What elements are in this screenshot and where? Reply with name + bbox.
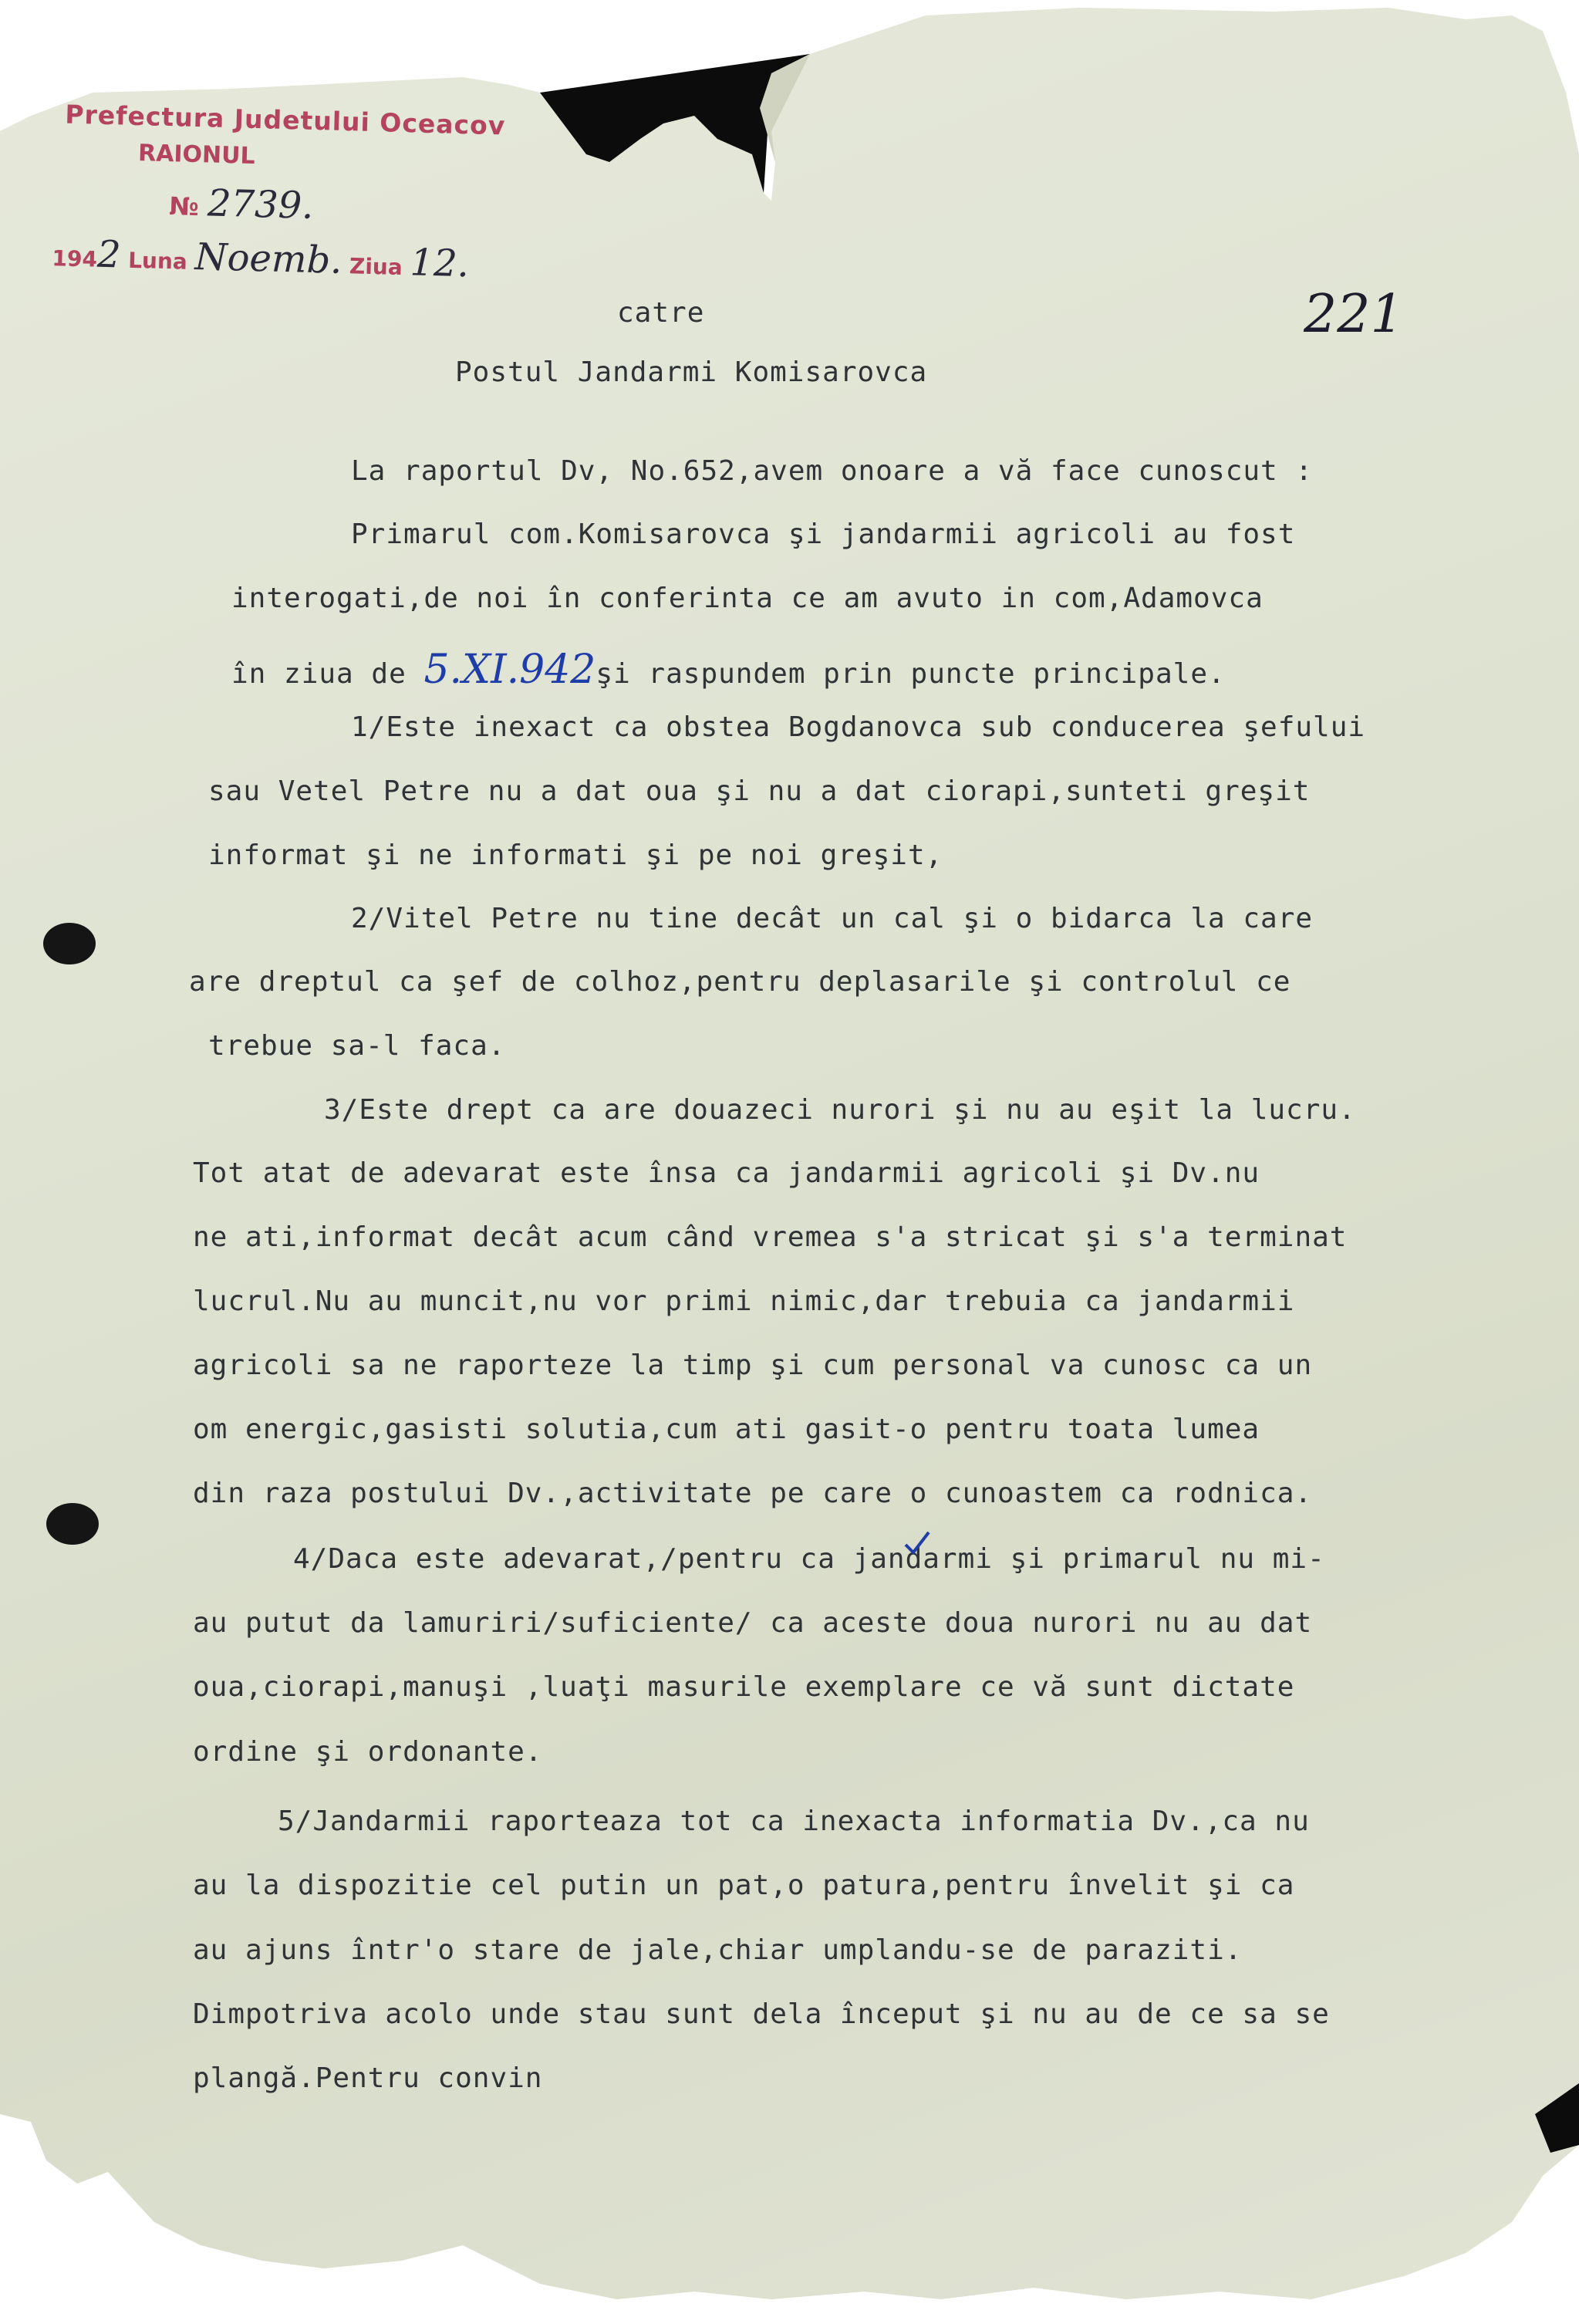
- point-3-line-4: lucrul.Nu au muncit,nu vor primi nimic,dar trebuia ca jandarmii: [193, 1285, 1295, 1317]
- blue-pen-mark: [903, 1528, 933, 1559]
- torn-bottom-edge: [0, 2068, 1579, 2324]
- point-1-line-3: informat şi ne informati şi pe noi greşit,: [208, 839, 943, 871]
- point-4-line-4: ordine şi ordonante.: [193, 1736, 543, 1768]
- salutation-catre: catre: [617, 297, 705, 329]
- stamp-number-sign: №: [168, 191, 200, 222]
- point-4-line-3: oua,ciorapi,manuşi ,luaţi masurile exemplare ce vă sunt dictate: [193, 1671, 1295, 1703]
- handwritten-date: 5.XI.942: [423, 647, 596, 693]
- point-3-line-3: ne ati,informat decât acum când vremea s'a stricat şi s'a terminat: [193, 1221, 1348, 1253]
- registration-number: 2739.: [207, 181, 315, 228]
- point-4-line-1: 4/Daca este adevarat,/pentru ca jandarmi şi primarul nu mi-: [293, 1543, 1325, 1575]
- point-3-line-1: 3/Este drept ca are douazeci nurori şi nu au eşit la lucru.: [324, 1094, 1356, 1126]
- point-4-line-2: au putut da lamuriri/suficiente/ ca aceste doua nurori nu au dat: [193, 1607, 1313, 1639]
- point-5-line-5: plangă.Pentru convin: [193, 2062, 543, 2094]
- point-2-line-3: trebue sa-l faca.: [208, 1030, 506, 1062]
- point-1-line-2: sau Vetel Petre nu a dat oua şi nu a dat ciorapi,sunteti greşit: [208, 775, 1311, 807]
- body-line-1: La raportul Dv, No.652,avem onoare a vă face cunoscut :: [351, 455, 1314, 487]
- point-5-line-1: 5/Jandarmii raporteaza tot ca inexacta informatia Dv.,ca nu: [278, 1805, 1310, 1837]
- date-suffix: şi raspundem prin puncte principale.: [595, 658, 1226, 690]
- stamp-raion-label: RAIONUL: [137, 139, 256, 170]
- prefecture-stamp: [52, 93, 519, 286]
- point-3-line-2: Tot atat de adevarat este însa ca jandarmii agricoli şi Dv.nu: [193, 1157, 1260, 1189]
- body-line-2: Primarul com.Komisarovca şi jandarmii agricoli au fost: [351, 519, 1296, 550]
- body-line-3: interogati,de noi în conferinta ce am avuto in com,Adamovca: [231, 583, 1264, 614]
- stamp-month-label: Luna: [127, 247, 188, 275]
- point-5-line-4: Dimpotriva acolo unde stau sunt dela început şi nu au de ce sa se: [193, 1998, 1330, 2030]
- point-5-line-2: au la dispozitie cel putin un pat,o patura,pentru învelit şi ca: [193, 1870, 1295, 1901]
- point-3-line-5: agricoli sa ne raporteze la timp şi cum personal va cunosc ca un: [193, 1349, 1313, 1381]
- point-2-line-1: 2/Vitel Petre nu tine decât un cal şi o bidarca la care: [351, 903, 1314, 934]
- recipient-line: Postul Jandarmi Komisarovca: [455, 356, 928, 388]
- date-prefix: în ziua de: [231, 658, 407, 690]
- stamp-day-label: Ziua: [349, 253, 403, 281]
- stamp-year-handwritten: 2: [96, 232, 122, 277]
- point-2-line-2: are dreptul ca şef de colhoz,pentru deplasarile şi controlul ce: [189, 966, 1291, 998]
- point-1-line-1: 1/Este inexact ca obstea Bogdanovca sub conducerea şefului: [351, 711, 1366, 743]
- stamp-year-prefix: 194: [52, 245, 98, 272]
- stamp-prefecture-name: Prefectura Judetului Oceacov: [64, 99, 506, 141]
- point-5-line-3: au ajuns într'o stare de jale,chiar umplandu-se de paraziti.: [193, 1934, 1243, 1966]
- point-3-line-7: din raza postului Dv.,activitate pe care o cunoastem ca rodnica.: [193, 1478, 1313, 1509]
- body-line-4: [231, 647, 1226, 693]
- stamp-day-handwritten: 12.: [409, 241, 470, 286]
- folio-number: 221: [1304, 284, 1404, 345]
- stamp-number-line: [169, 181, 314, 228]
- point-3-line-6: om energic,gasisti solutia,cum ati gasit-o pentru toata lumea: [193, 1414, 1260, 1445]
- punch-hole-lower: [46, 1503, 99, 1545]
- stamp-month-handwritten: Noemb.: [194, 235, 343, 282]
- punch-hole-upper: [43, 923, 96, 964]
